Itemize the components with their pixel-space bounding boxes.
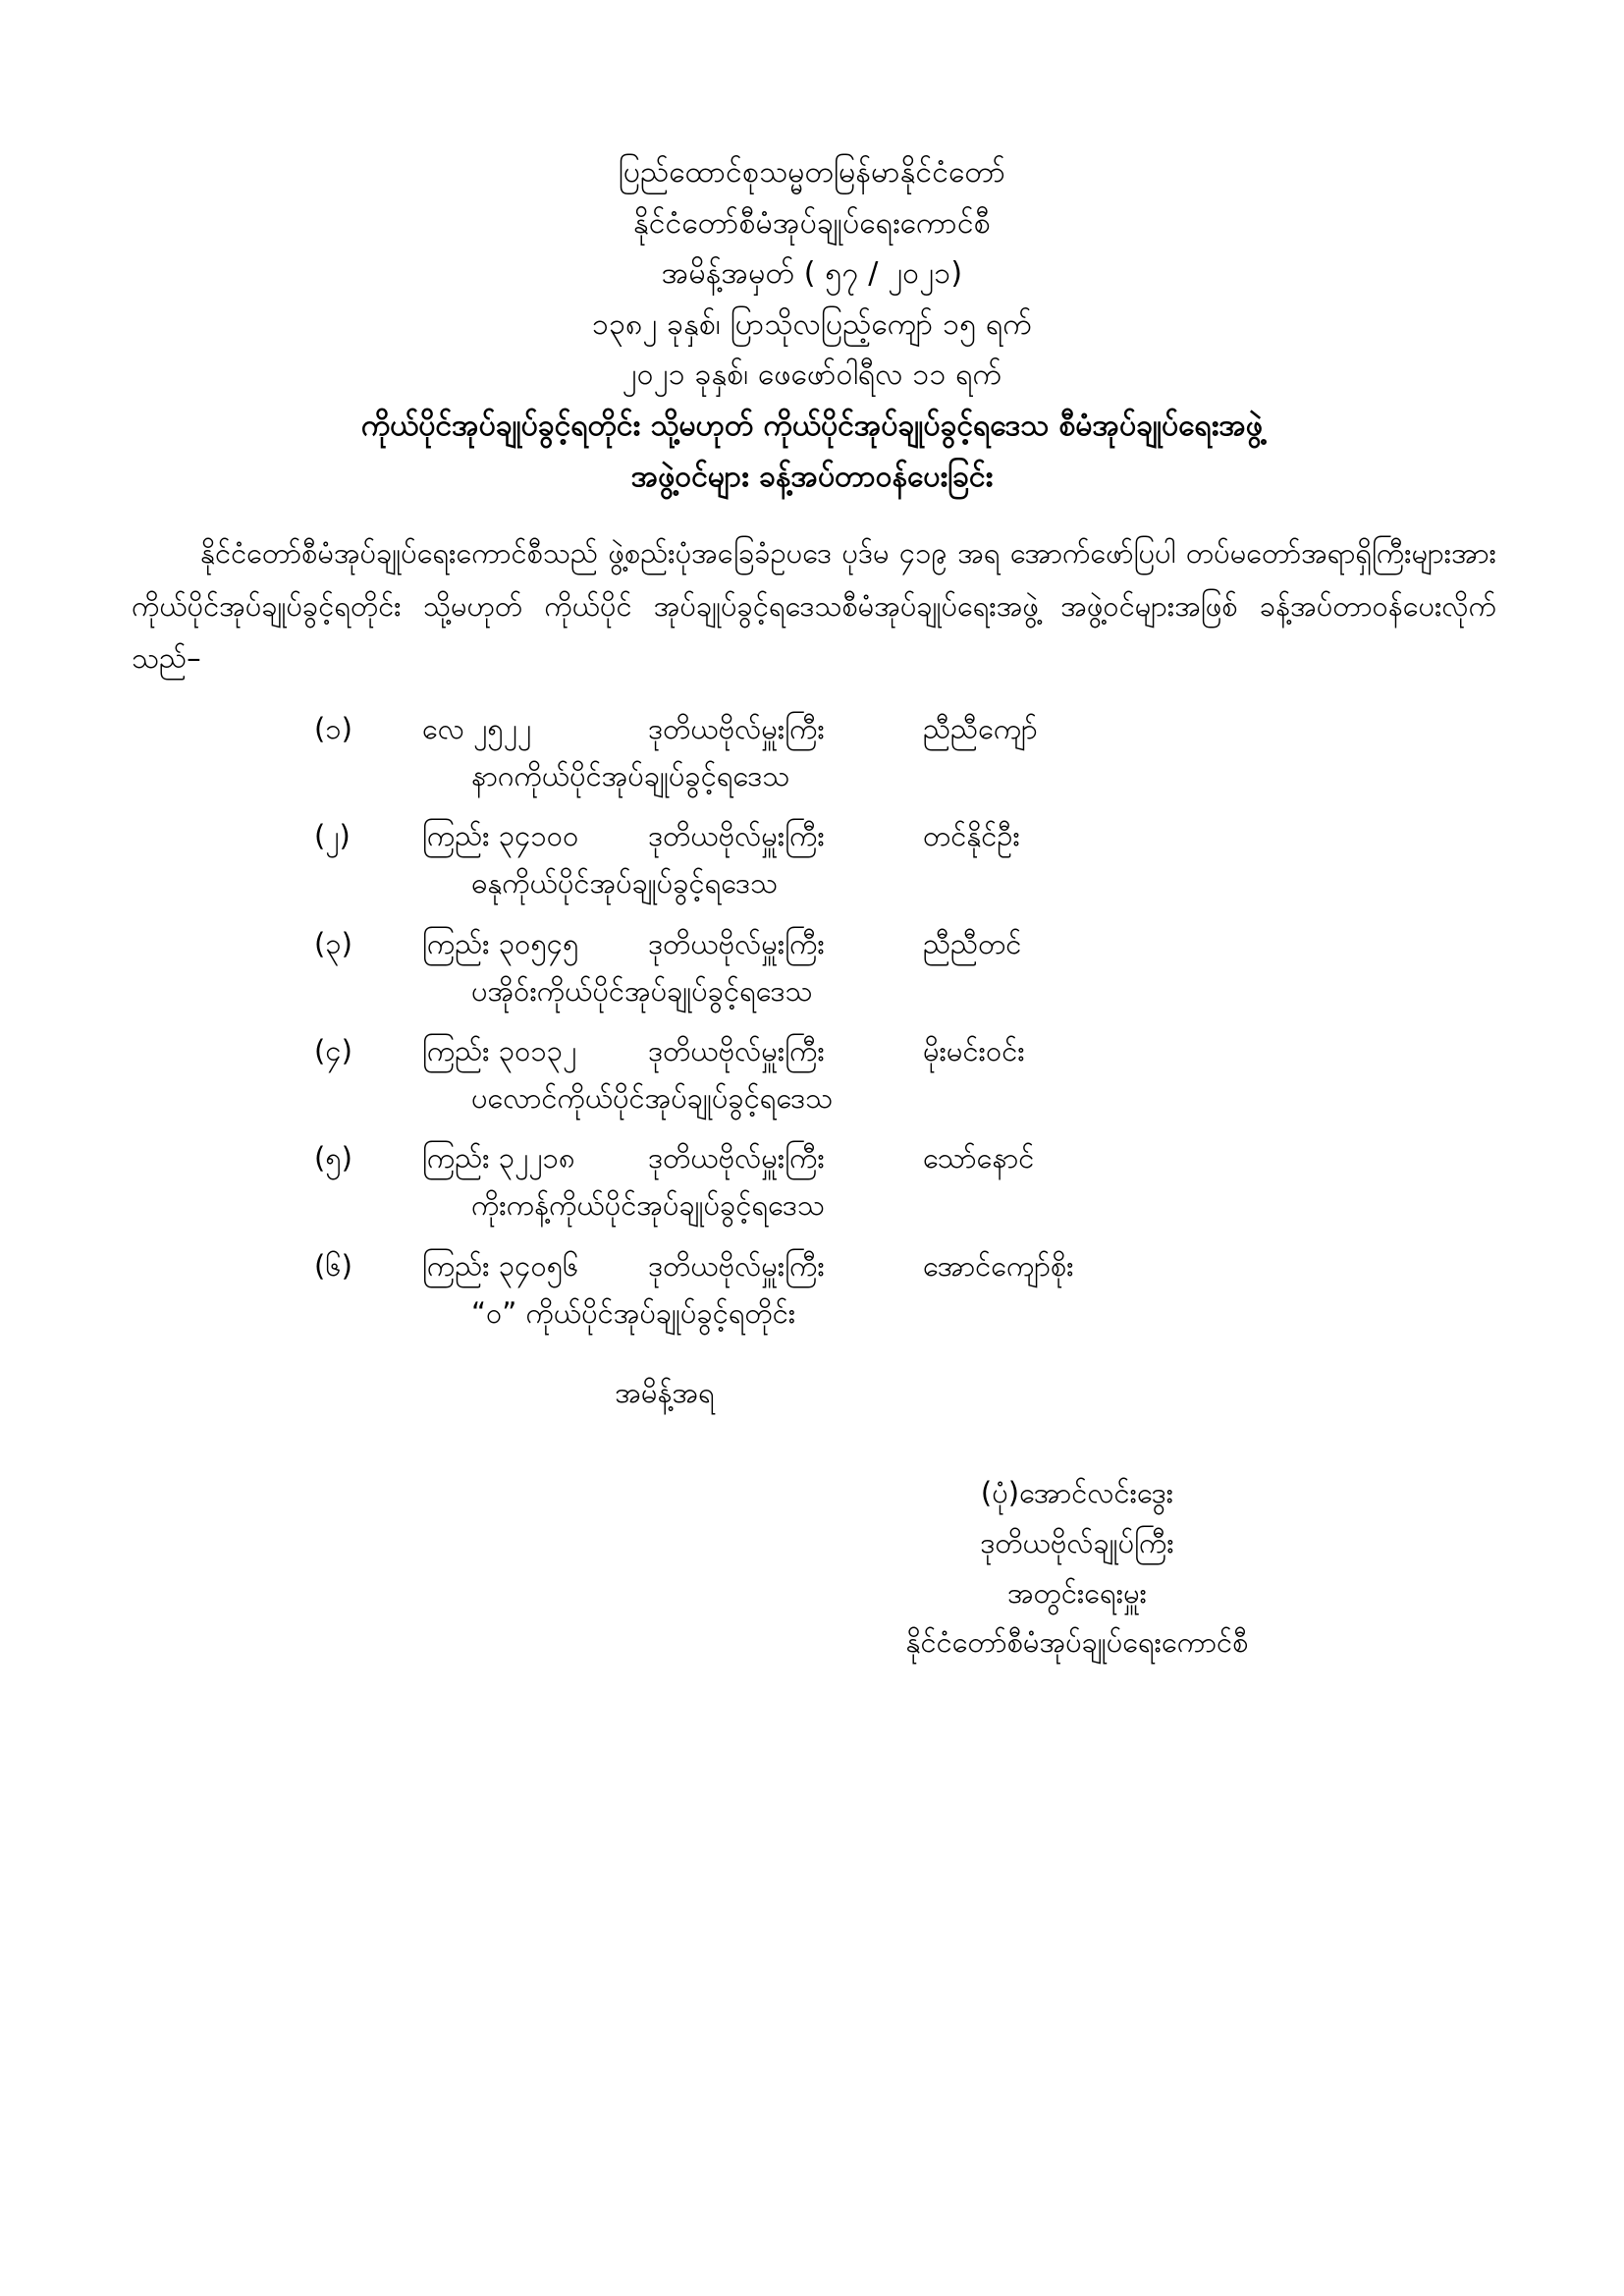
- order-by-text: အမိန့်အရ: [615, 1376, 715, 1410]
- item-rank: ဒုတိယဗိုလ်မှူးကြီး: [648, 1034, 825, 1068]
- item-unit: လေ ၂၅၂၂: [422, 712, 532, 746]
- document-title-line-1: ကိုယ်ပိုင်အုပ်ချုပ်ခွင့်ရတိုင်း သို့မဟုတ် ကိုယ်ပိုင်အုပ်ချုပ်ခွင့်ရဒေသ စီမံအုပ်ချုပ်ရေးအဖွဲ့: [360, 408, 1264, 443]
- list-item: [118, 814, 1506, 905]
- signature-position: အတွင်းရေးမှူး: [1007, 1575, 1147, 1610]
- item-number: (၄): [314, 1034, 352, 1068]
- item-person-name: တင်နိုင်ဦး: [923, 819, 1020, 853]
- council-name: နိုင်ငံတော်စီမံအုပ်ချုပ်ရေးကောင်စီ: [633, 205, 991, 241]
- list-item: [118, 1136, 1506, 1228]
- item-person-name: သော်နောင်: [923, 1141, 1035, 1175]
- item-person-name: မိုးမင်းဝင်း: [923, 1034, 1025, 1068]
- item-unit: ကြည်း ၃၀၅၄၅: [422, 926, 579, 960]
- item-rank: ဒုတိယဗိုလ်မှူးကြီး: [648, 712, 825, 746]
- item-number: (၁): [314, 712, 352, 746]
- list-item: [118, 707, 1506, 798]
- item-number: (၂): [314, 819, 351, 853]
- item-person-name: ညီညီတင်: [923, 926, 1022, 960]
- item-unit: ကြည်း ၃၀၁၃၂: [422, 1034, 577, 1068]
- item-person-name: ညီညီကျော်: [923, 712, 1038, 746]
- item-rank: ဒုတိယဗိုလ်မှူးကြီး: [648, 926, 825, 960]
- date-burmese-era: ၁၃၈၂ ခုနှစ်၊ ပြာသိုလပြည့်ကျော် ၁၅ ရက်: [592, 306, 1032, 342]
- body-paragraph: [118, 527, 1506, 685]
- item-unit: ကြည်း ၃၂၂၁၈: [422, 1141, 575, 1175]
- order-number: အမိန့်အမှတ် ( ၅၇ / ၂၀၂၁): [661, 256, 963, 292]
- appointee-list: [118, 707, 1506, 1336]
- item-rank: ဒုတိယဗိုလ်မှူးကြီး: [648, 819, 825, 853]
- item-region: “ဝ” ကိုယ်ပိုင်အုပ်ချုပ်ခွင့်ရတိုင်း: [471, 1295, 796, 1330]
- item-person-name: အောင်ကျော်စိုး: [923, 1248, 1074, 1283]
- list-item-row: [118, 1136, 1506, 1180]
- document-title-line-2: အဖွဲ့ဝင်များ ခန့်အပ်တာဝန်ပေးခြင်း: [630, 459, 994, 494]
- list-item-row: [118, 1029, 1506, 1073]
- item-number: (၆): [314, 1248, 352, 1283]
- country-name: ပြည်ထောင်စုသမ္မတမြန်မာနိုင်ငံတော်: [618, 155, 1006, 190]
- signature-rank: ဒုတိယဗိုလ်ချုပ်ကြီး: [980, 1525, 1174, 1559]
- list-item-row: [118, 1244, 1506, 1288]
- item-region: နာဂကိုယ်ပိုင်အုပ်ချုပ်ခွင့်ရဒေသ: [471, 759, 790, 793]
- document-header: [118, 147, 1506, 502]
- signature-organization: နိုင်ငံတော်စီမံအုပ်ချုပ်ရေးကောင်စီ: [905, 1625, 1249, 1660]
- list-item-row: [118, 922, 1506, 966]
- paragraph-text: နိုင်ငံတော်စီမံအုပ်ချုပ်ရေးကောင်စီသည် ဖွဲ့စည်းပုံအခြေခံဥပဒေ ပုဒ်မ ၄၁၉ အရ အောက်ဖော်ပြပါ တပ်မတော်အရာရှိကြီးများအား ကိုယ်ပိုင်အုပ်ချုပ်ခွင့်ရတိုင်း သို့မဟုတ် ကိုယ်ပိုင် အုပ်ချုပ်ခွင့်ရဒေသစီမံအုပ်ချုပ်ရေးအဖွဲ့ အဖွဲ့ဝင်များအဖြစ် ခန့်အပ်တာဝန်ပေးလိုက်သည်–: [132, 536, 1496, 676]
- item-number: (၅): [314, 1141, 352, 1175]
- list-item-row: [118, 814, 1506, 858]
- list-item: [118, 1029, 1506, 1121]
- item-rank: ဒုတိယဗိုလ်မှူးကြီး: [648, 1248, 825, 1283]
- item-unit: ကြည်း ၃၄၀၅၆: [422, 1248, 579, 1283]
- item-region: ဓနုကိုယ်ပိုင်အုပ်ချုပ်ခွင့်ရဒေသ: [471, 866, 779, 901]
- list-item: [118, 1244, 1506, 1336]
- signature-name: (ပုံ)အောင်လင်းဒွေး: [980, 1476, 1174, 1510]
- list-item-row: [118, 707, 1506, 751]
- item-region: ကိုးကန့်ကိုယ်ပိုင်အုပ်ချုပ်ခွင့်ရဒေသ: [471, 1188, 825, 1223]
- list-item: [118, 922, 1506, 1013]
- item-number: (၃): [314, 926, 352, 960]
- date-gregorian: ၂၀၂၁ ခုနှစ်၊ ဖေဖော်ဝါရီလ ၁၁ ရက်: [622, 357, 1002, 393]
- item-rank: ဒုတိယဗိုလ်မှူးကြီး: [648, 1141, 825, 1175]
- item-region: ပအိုဝ်းကိုယ်ပိုင်အုပ်ချုပ်ခွင့်ရဒေသ: [471, 973, 813, 1008]
- signature-block: [118, 1468, 1506, 1667]
- item-region: ပလောင်ကိုယ်ပိုင်အုပ်ချုပ်ခွင့်ရဒေသ: [471, 1081, 834, 1115]
- item-unit: ကြည်း ၃၄၁၀၀: [422, 819, 579, 853]
